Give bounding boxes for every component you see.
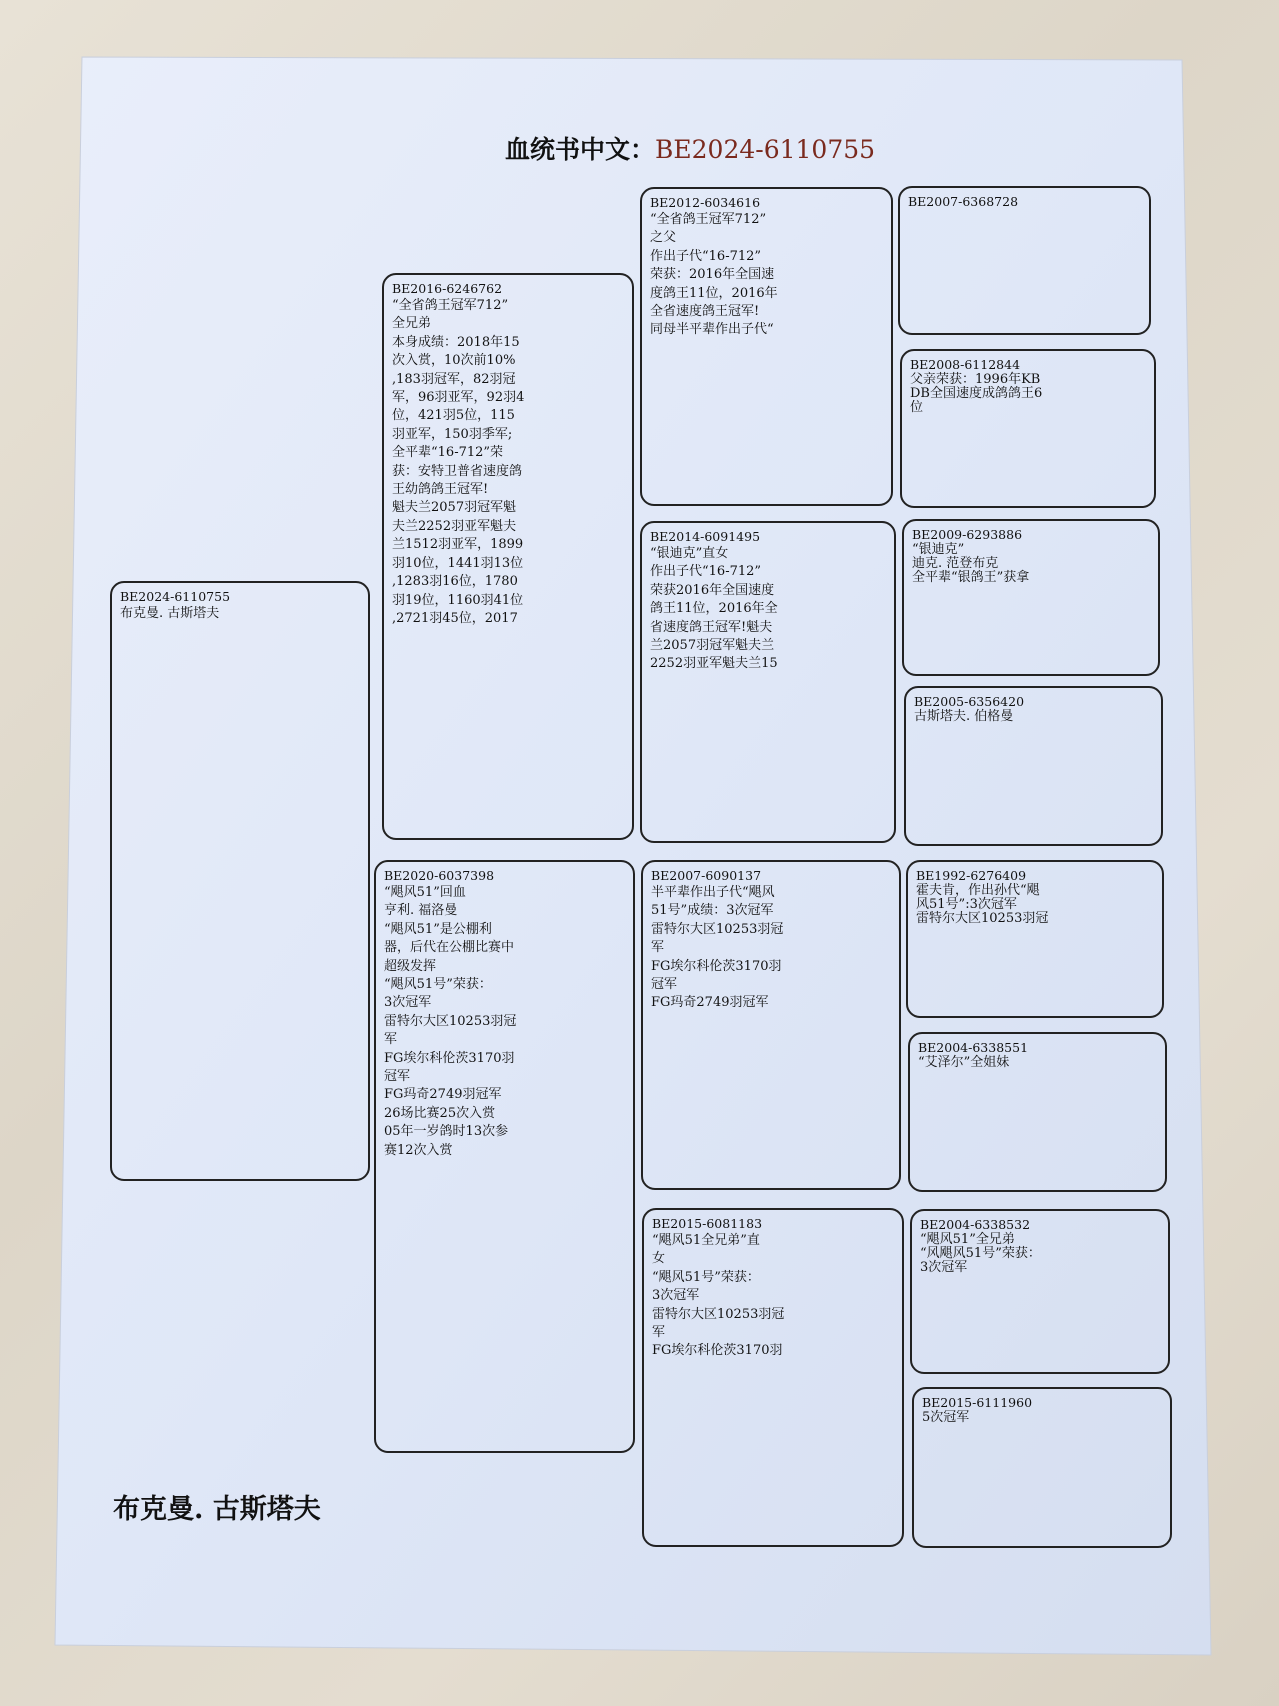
pedigree-text-line: FG埃尔科伦茨3170羽 [651, 958, 782, 974]
pedigree-text-line: 51号”成绩：3次冠军 [651, 903, 774, 919]
pedigree-text-line: ,183羽冠军，82羽冠 [392, 371, 516, 387]
pedigree-text-line: 超级发挥 [384, 958, 437, 974]
pedigree-box-sire [382, 273, 634, 840]
ring-number: BE2008-6112844 [910, 357, 1021, 372]
pedigree-text-line: 军 [651, 940, 665, 956]
pedigree-text-line: 风51号”:3次冠军 [916, 897, 1017, 912]
pedigree-text-line: “飓风51”是公棚利 [384, 921, 492, 937]
pedigree-text-line: 3次冠军 [384, 995, 432, 1011]
ring-number: BE2020-6037398 [384, 868, 495, 883]
pedigree-box-sd-dam [904, 686, 1163, 846]
pedigree-text-line: 3次冠军 [920, 1260, 968, 1275]
pedigree-text-line: “艾泽尔”全姐妹 [918, 1055, 1010, 1070]
pedigree-text-line: FG埃尔科伦茨3170羽 [384, 1050, 515, 1066]
pedigree-text-line: 作出子代“16-712” [650, 248, 762, 264]
pedigree-text-line: “银迪克” [912, 542, 965, 557]
pedigree-text-line: 冠军 [384, 1069, 411, 1085]
ring-number: BE2005-6356420 [914, 694, 1025, 709]
pedigree-text-line: 军 [384, 1032, 398, 1048]
pedigree-box-subject [110, 581, 370, 1181]
pedigree-text-line: “银迪克”直女 [650, 546, 729, 561]
pedigree-text-line: ,2721羽45位，2017 [392, 610, 518, 626]
pedigree-text-line: 本身成绩：2018年15 [392, 334, 520, 350]
ring-number: BE2007-6368728 [908, 194, 1019, 209]
ring-number: BE2004-6338551 [918, 1040, 1029, 1055]
pedigree-text-line: 羽19位，1160羽41位 [392, 592, 524, 608]
pedigree-text-line: 荣获2016年全国速度 [650, 582, 775, 598]
pedigree-text-line: 3次冠军 [652, 1288, 700, 1304]
pedigree-text-line: 5次冠军 [922, 1410, 970, 1425]
pedigree-text-line: 2252羽亚军魁夫兰15 [650, 656, 778, 672]
pedigree-text-line: 女 [652, 1251, 666, 1267]
pedigree-text-line: 位，421羽5位，115 [392, 408, 515, 424]
pedigree-text-line: “全省鸽王冠军712” [650, 212, 767, 227]
pedigree-text-line: 05年一岁鸽时13次参 [384, 1124, 509, 1140]
pedigree-text-line: FG玛奇2749羽冠军 [384, 1087, 502, 1103]
pedigree-text-line: 作出子代“16-712” [650, 564, 762, 580]
pedigree-text-line: 雷特尔大区10253羽冠 [384, 1013, 517, 1029]
pedigree-text-line: 兰1512羽亚军，1899 [392, 537, 524, 553]
pedigree-text-line: 布克曼. 古斯塔夫 [120, 606, 220, 621]
pedigree-text-line: 获：安特卫普省速度鸽 [392, 463, 523, 479]
pedigree-box-ds-dam [908, 1032, 1167, 1192]
pedigree-text-line: 次入赏，10次前10% [392, 353, 516, 369]
pedigree-text-line: 全兄弟 [392, 316, 432, 332]
pedigree-text-line: 省速度鸽王冠军!魁夫 [650, 619, 773, 635]
pedigree-text-line: 冠军 [651, 977, 678, 993]
pedigree-box-ds-sire [906, 860, 1164, 1018]
pedigree-text-line: “飓风51”回血 [384, 885, 466, 900]
pedigree-box-sire-sire [640, 187, 893, 506]
pedigree-text-line: “风飓风51号”荣获： [920, 1246, 1041, 1261]
pedigree-text-line: 羽亚军，150羽季军; [392, 426, 513, 442]
ring-number: BE2012-6034616 [650, 195, 761, 210]
pedigree-text-line: 夫兰2252羽亚军魁夫 [392, 518, 517, 534]
ring-number: BE2007-6090137 [651, 868, 762, 883]
pedigree-text-line: 全省速度鸽王冠军! [650, 304, 760, 320]
pedigree-text-line: 军 [652, 1325, 666, 1341]
pedigree-text-line: 父亲荣获：1996年KB [910, 372, 1041, 387]
pedigree-text-line: 迪克. 范登布克 [912, 556, 999, 571]
ring-number: BE2015-6111960 [922, 1395, 1033, 1410]
pedigree-text-line: 古斯塔夫. 伯格曼 [914, 709, 1014, 724]
pedigree-text-line: “全省鸽王冠军712” [392, 298, 509, 313]
pedigree-text-line: 位 [910, 400, 924, 415]
ring-number: BE2015-6081183 [652, 1216, 763, 1231]
pedigree-text-line: 赛12次入赏 [384, 1142, 453, 1158]
pedigree-text-line: 半平辈作出子代“飓风 [651, 885, 775, 900]
pedigree-text-line: 兰2057羽冠军魁夫兰 [650, 638, 775, 654]
document-title [505, 130, 875, 166]
pedigree-box-dam-dam [642, 1208, 904, 1547]
pedigree-text-line: 王幼鸽鸽王冠军! [392, 482, 489, 498]
ring-number: BE2014-6091495 [650, 529, 761, 544]
ring-number: BE2009-6293886 [912, 527, 1023, 542]
pedigree-text-line: 器，后代在公棚比赛中 [384, 940, 515, 956]
title-prefix: 血统书中文： [505, 135, 656, 164]
pedigree-text-line: 全平辈“16-712”荣 [392, 445, 504, 461]
pedigree-text-line: FG玛奇2749羽冠军 [651, 995, 769, 1011]
pedigree-box-sire-dam [640, 521, 896, 843]
pedigree-text-line: 亨利. 福洛曼 [384, 903, 458, 919]
title-code: BE2024-6110755 [655, 135, 876, 164]
pedigree-text-line: “飓风51”全兄弟 [920, 1232, 1015, 1247]
pedigree-box-dam-sire [641, 860, 901, 1190]
pedigree-text-line: 度鸽王11位，2016年 [650, 285, 778, 301]
pedigree-text-line: 魁夫兰2057羽冠军魁 [392, 500, 517, 516]
pedigree-text-line: 26场比赛25次入赏 [384, 1105, 496, 1121]
pedigree-text-line: 军，96羽亚军，92羽4 [392, 390, 525, 406]
ring-number: BE2016-6246762 [392, 281, 503, 296]
pedigree-box-ss-sire [898, 186, 1151, 335]
pedigree-text-line: 羽10位，1441羽13位 [392, 555, 524, 571]
footer-bird-name: 布克曼. 古斯塔夫 [113, 1494, 321, 1525]
pedigree-text-line: FG埃尔科伦茨3170羽 [652, 1343, 783, 1359]
pedigree-box-sd-sire [902, 519, 1160, 676]
pedigree-box-dd-dam [912, 1387, 1172, 1548]
pedigree-text-line: 雷特尔大区10253羽冠 [651, 921, 784, 937]
pedigree-text-line: “飓风51全兄弟”直 [652, 1233, 760, 1248]
ring-number: BE2004-6338532 [920, 1217, 1031, 1232]
pedigree-box-dam [374, 860, 635, 1453]
pedigree-text-line: 同母半平辈作出子代“ [650, 322, 774, 338]
pedigree-text-line: 雷特尔大区10253羽冠 [916, 911, 1049, 926]
pedigree-text-line: 雷特尔大区10253羽冠 [652, 1306, 785, 1322]
pedigree-text-line: “飓风51号”荣获： [384, 977, 492, 993]
pedigree-text-line: 鸽王11位，2016年全 [650, 601, 778, 617]
ring-number: BE1992-6276409 [916, 868, 1027, 883]
pedigree-text-line: 之父 [650, 230, 677, 246]
pedigree-text-line: ,1283羽16位，1780 [392, 574, 518, 590]
pedigree-text-line: 霍夫肯，作出孙代“飓 [916, 883, 1040, 898]
pedigree-text-line: DB全国速度成鸽鸽王6 [910, 386, 1043, 401]
pedigree-text-line: 荣获：2016年全国速 [650, 267, 775, 283]
pedigree-text-line: “飓风51号”荣获： [652, 1269, 760, 1285]
pedigree-text-line: 全平辈“银鸽王”获拿 [912, 570, 1030, 585]
ring-number: BE2024-6110755 [120, 589, 231, 604]
pedigree-box-dd-sire [910, 1209, 1170, 1374]
pedigree-box-ss-dam [900, 349, 1156, 508]
